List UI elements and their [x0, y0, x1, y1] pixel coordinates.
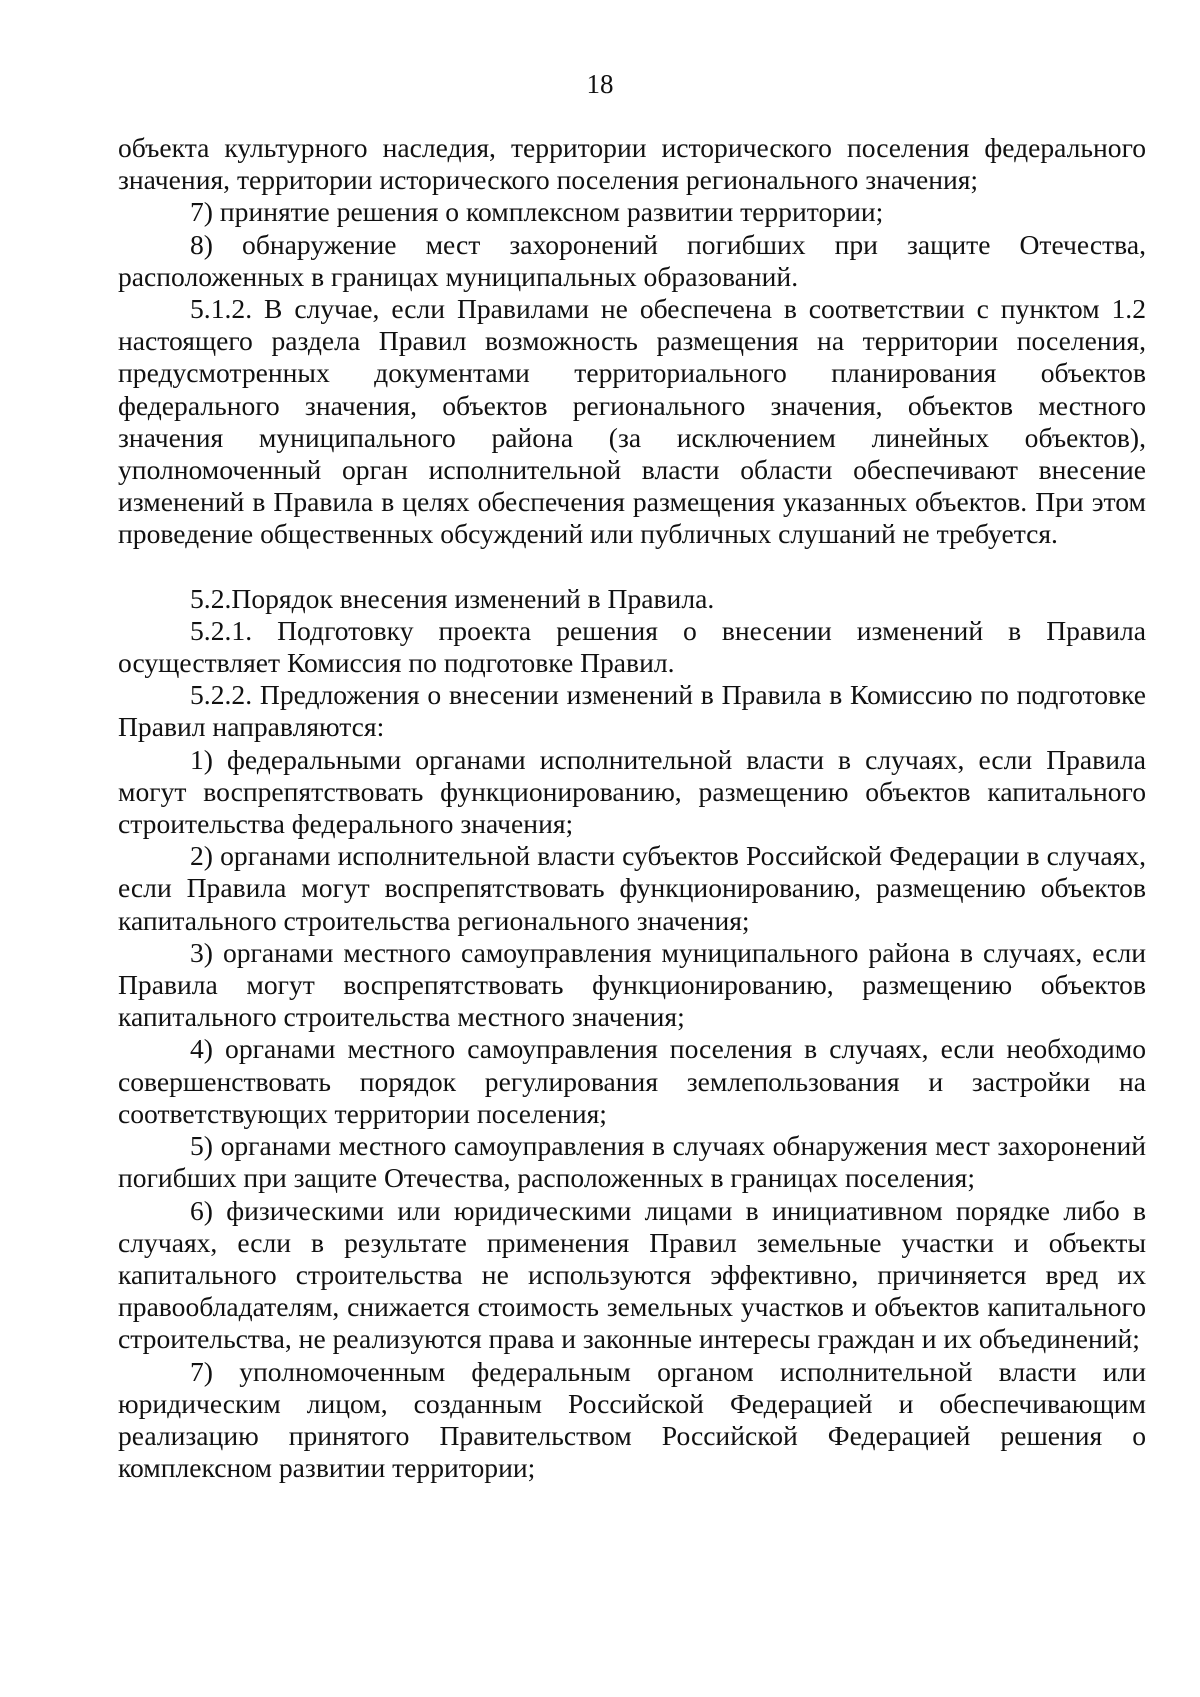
section-heading-5-2: 5.2.Порядок внесения изменений в Правила.: [190, 582, 715, 614]
list-item-8: 8) обнаружение мест захоронений погибших при защите Отечества, расположенных в границах муниципальных образований.: [118, 228, 1146, 292]
list-item-4: 4) органами местного самоуправления поселения в случаях, если необходимо совершенствовать порядок регулирования землепользования и застройки на соответствующих территории поселения;: [118, 1033, 1146, 1129]
list-item-3: 3) органами местного самоуправления муниципального района в случаях, если Правила могут воспрепятствовать функционированию, размещению объектов капитального строительства местного значения;: [118, 936, 1146, 1033]
list-item-7: 7) принятие решения о комплексном развитии территории;: [190, 196, 884, 228]
list-item-5: 5) органами местного самоуправления в случаях обнаружения мест захоронений погибших при защите Отечества, расположенных в границах поселения;: [118, 1130, 1146, 1194]
list-item-7-final: 7) уполномоченным федеральным органом исполнительной власти или юридическим лицом, созданным Российской Федерацией и обеспечивающим реализацию принятого Правительством Российской Федерацией решения о комплексном развитии территории;: [118, 1355, 1146, 1484]
clause-5-2-2: 5.2.2. Предложения о внесении изменений в Правила в Комиссию по подготовке Правил направляются:: [118, 679, 1146, 743]
clause-5-2-1: 5.2.1. Подготовку проекта решения о внесении изменений в Правила осуществляет Комиссия по подготовке Правил.: [118, 614, 1146, 679]
list-item-6: 6) физическими или юридическими лицами в инициативном порядке либо в случаях, если в результате применения Правил земельные участки и объекты капитального строительства не используются эффективно, причиняется вред их правообладателям, снижается стоимость земельных участков и объектов капитального строительства, не реализуются права и законные интересы граждан и их объединений;: [118, 1194, 1146, 1355]
document-body: [118, 132, 1146, 1484]
list-item-2: 2) органами исполнительной власти субъектов Российской Федерации в случаях, если Правила могут воспрепятствовать функционированию, размещению объектов капитального строительства регионального значения;: [118, 840, 1146, 936]
page-number: 18: [586, 69, 614, 99]
clause-5-1-2: 5.1.2. В случае, если Правилами не обеспечена в соответствии с пунктом 1.2 настоящего раздела Правил возможность размещения на территории поселения, предусмотренных документами территориального планирования объектов федерального значения, объектов регионального значения, объектов местного значения муниципального района (за исключением линейных объектов), уполномоченный орган исполнительной власти области обеспечивают внесение изменений в Правила в целях обеспечения размещения указанных объектов. При этом проведение общественных обсуждений или публичных слушаний не требуется.: [118, 293, 1146, 550]
paragraph-continuation: объекта культурного наследия, территории исторического поселения федерального значения, территории исторического поселения регионального значения;: [118, 132, 1146, 196]
list-item-1: 1) федеральными органами исполнительной власти в случаях, если Правила могут воспрепятствовать функционированию, размещению объектов капитального строительства федерального значения;: [118, 743, 1146, 840]
